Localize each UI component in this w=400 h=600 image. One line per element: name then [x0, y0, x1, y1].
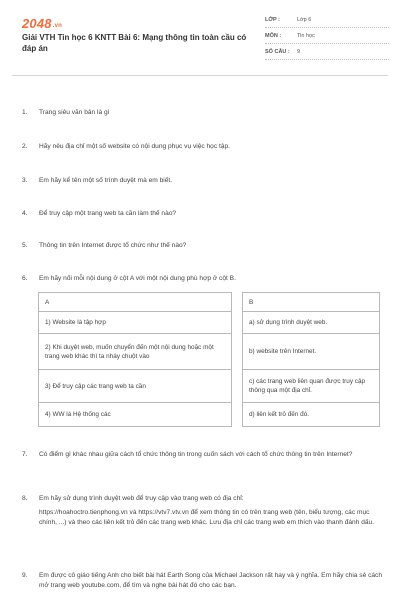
question-number: 3.: [22, 177, 28, 184]
table-column-b: [242, 292, 380, 427]
question-number: 5.: [22, 242, 28, 249]
meta-key: MÔN :: [265, 33, 282, 39]
question-item: [22, 450, 382, 460]
question-item: [22, 108, 382, 118]
question-item: [22, 176, 382, 186]
table-header-cell: B: [249, 298, 254, 306]
question-number: 1.: [22, 109, 28, 116]
meta-value: Tin học: [297, 33, 315, 39]
question-text: [39, 494, 382, 528]
question-text: Em hãy kể tên một số trình duyệt mà em biết.: [39, 177, 173, 184]
question-text: Trang siêu văn bản là gì: [39, 109, 110, 116]
table-cell: b) website trên Internet.: [243, 333, 379, 369]
meta-row-count: [265, 46, 389, 60]
question-text: Có điểm gì khác nhau giữa cách tổ chức thông tin trong cuốn sách với cách tổ chức thông tin trên Internet?: [39, 451, 353, 458]
table-cell: c) các trang web liên quan được truy cập thông qua một địa chỉ.: [243, 369, 379, 402]
meta-value: 9: [297, 49, 301, 55]
question-text: Thông tin trên Internet được tổ chức như thế nào?: [39, 242, 187, 249]
header-divider: [12, 75, 388, 76]
question-number: 6.: [22, 275, 28, 282]
meta-key: SỐ CÂU :: [265, 49, 290, 55]
meta-row-subject: [265, 30, 389, 44]
question-item: [22, 142, 382, 152]
question-item: [22, 494, 382, 528]
question-number: 9.: [22, 572, 28, 579]
document-header: [12, 12, 388, 72]
question-item: [22, 241, 382, 251]
question-number: 8.: [22, 495, 28, 502]
question-item: [22, 274, 382, 284]
table-cell: 4) WW là Hệ thống các: [39, 402, 231, 426]
meta-value: Lớp 6: [297, 17, 312, 23]
logo-text: 2048: [22, 16, 52, 31]
question-text: Em được cô giáo tiếng Anh cho biết bài hát Earth Song của Michael Jackson rất hay và ý nghĩa. Em hãy chia sẻ cách mở trang web youtube.com, để tìm và nghe bài hát đó cho các bạn.: [39, 572, 383, 589]
question-text-line: Em hãy sử dụng trình duyệt web để truy cập vào trang web có địa chỉ:: [39, 495, 244, 502]
question-text-line: https://hoahoctro.tienphong.vn và https://vtv7.vtv.vn để xem thông tin có trên trang web (tên, biểu tượng, các mục chính, ...) và theo các liên kết trỏ đến các trang web khác. Lưu địa chỉ các trang web em thích vào thanh đánh dấu.: [39, 509, 375, 526]
question-item: [22, 209, 382, 219]
table-header-cell: A: [45, 298, 50, 306]
question-number: 2.: [22, 143, 28, 150]
question-number: 7.: [22, 451, 28, 458]
question-text: Để truy cập một trang web ta cần làm thế nào?: [39, 210, 177, 217]
question-text: Em hãy nối mỗi nội dung ở cột A với một nội dung phù hợp ở cột B.: [39, 275, 236, 282]
question-text: Hãy nêu địa chỉ một số website có nội dung phục vụ việc học tập.: [39, 143, 230, 150]
meta-row-class: [265, 14, 389, 28]
page-title: Giải VTH Tin học 6 KNTT Bài 6: Mạng thông tin toàn cầu có đáp án: [22, 33, 247, 53]
question-number: 4.: [22, 210, 28, 217]
question-item: [22, 571, 382, 591]
meta-key: LỚP :: [265, 17, 280, 23]
site-logo[interactable]: [22, 16, 62, 31]
table-cell: d) liên kết trỏ đến đó.: [243, 402, 379, 426]
document-meta: [265, 14, 389, 60]
table-cell: 3) Để truy cập các trang web ta cần: [39, 369, 231, 402]
table-cell: 1) Website là tập hợp: [39, 311, 231, 333]
table-cell: 2) Khi duyệt web, muốn chuyển đến một nội dung hoặc một trang web khác thì ta nháy chuột vào: [39, 333, 231, 369]
table-cell: a) sử dụng trình duyệt web.: [243, 311, 379, 333]
table-column-a: [38, 292, 232, 427]
logo-suffix: .vn: [52, 23, 63, 29]
